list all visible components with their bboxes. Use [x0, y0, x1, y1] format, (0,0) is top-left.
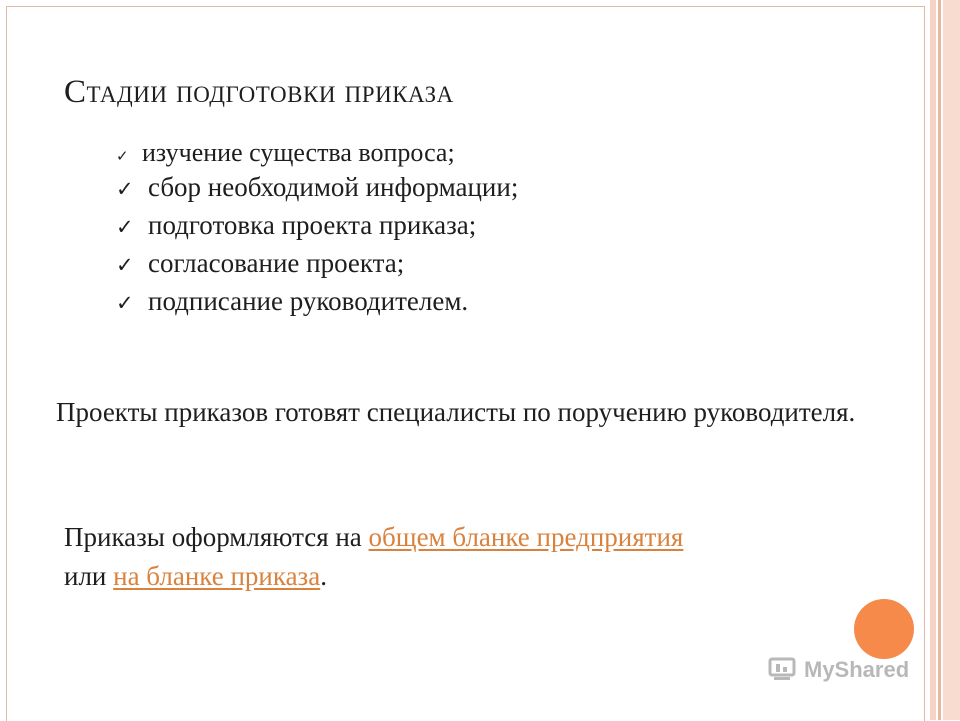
decorative-stripe [943, 0, 960, 720]
list-item-text: согласование проекта; [148, 248, 405, 278]
list-item-text: сбор необходимой информации; [148, 172, 519, 202]
decorative-stripe [930, 0, 936, 720]
decorative-stripe [938, 0, 941, 720]
slide-title: Стадии подготовки приказа [64, 74, 454, 110]
list-item [116, 172, 518, 210]
paragraph-text: Приказы оформляются на [64, 522, 369, 552]
list-item [116, 210, 518, 248]
paragraph-forms [64, 518, 924, 596]
list-item-text: изучение существа вопроса; [142, 138, 455, 167]
paragraph-text: или [64, 561, 114, 591]
checkmark-icon: ✓ [116, 291, 134, 315]
list-item [116, 286, 518, 324]
list-item-text: подготовка проекта приказа; [148, 210, 477, 240]
checkmark-icon: ✓ [116, 215, 134, 239]
slide-frame [6, 6, 925, 721]
watermark [768, 657, 909, 683]
common-form-link[interactable]: общем бланке предприятия [368, 522, 684, 552]
paragraph-projects: Проекты приказов готовят специалисты по поручению руководителя. [56, 397, 856, 427]
paragraph-text: . [320, 561, 327, 591]
list-item-text: подписание руководителем. [148, 286, 469, 316]
list-item [116, 138, 518, 172]
list-item [116, 248, 518, 286]
checkmark-icon: ✓ [116, 177, 134, 201]
checkmark-icon: ✓ [116, 147, 129, 165]
stage-checklist [116, 138, 518, 324]
checkmark-icon: ✓ [116, 253, 134, 277]
order-form-link[interactable]: на бланке приказа [113, 561, 321, 591]
presentation-icon [768, 657, 798, 683]
decorative-circle [854, 599, 914, 659]
watermark-text: MyShared [804, 657, 910, 682]
